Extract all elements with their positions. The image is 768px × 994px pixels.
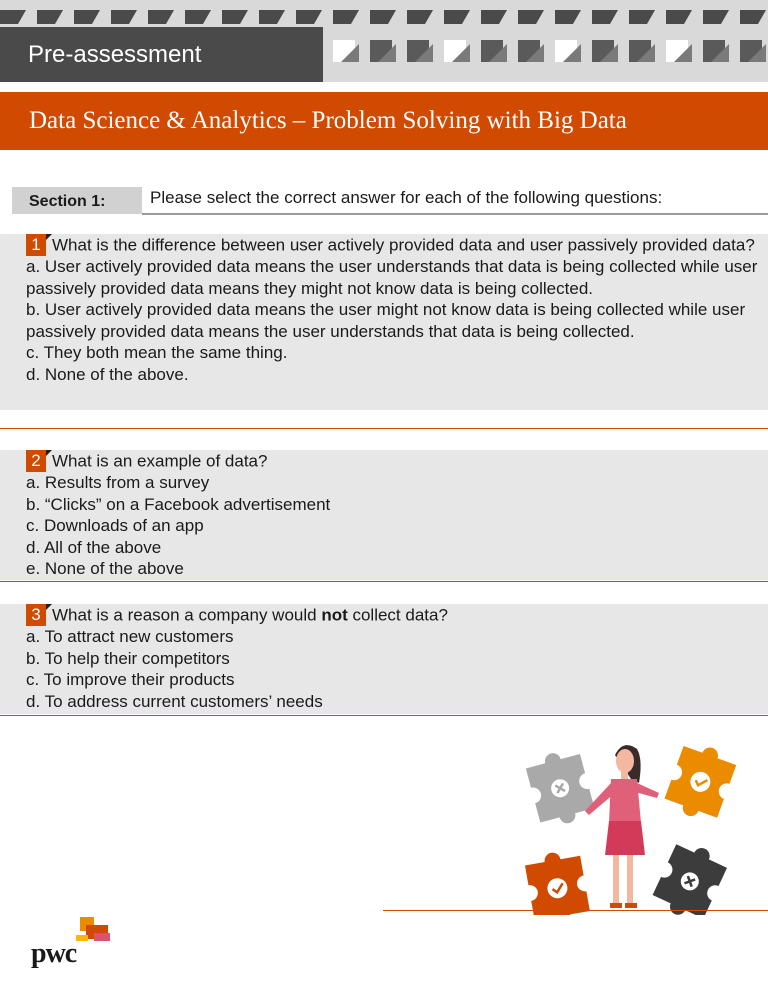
puzzle-piece-check-icon: [662, 738, 739, 825]
question-1: [0, 234, 768, 410]
page-title: Data Science & Analytics – Problem Solving with Big Data: [0, 92, 768, 150]
option-b: b. “Clicks” on a Facebook advertisement: [26, 494, 331, 514]
pre-assessment-label: Pre-assessment: [0, 27, 323, 82]
footer-divider: [383, 910, 768, 911]
question-text: What is the difference between user actively provided data and user passively provided data?: [52, 235, 755, 255]
option-a: a. To attract new customers: [26, 627, 234, 646]
question-divider: [0, 428, 768, 429]
puzzle-piece-check-icon: [524, 848, 592, 915]
pwc-logo-text: pwc: [31, 938, 77, 969]
question-divider: [0, 715, 768, 716]
question-text: What is an example of data?: [52, 451, 268, 471]
question-number: 2: [26, 450, 46, 472]
question-text: What is a reason a company would not collect data?: [52, 605, 448, 625]
option-c: c. Downloads of an app: [26, 516, 204, 535]
option-d: d. All of the above: [26, 537, 162, 557]
option-d: d. None of the above.: [26, 364, 189, 384]
option-a: a. User actively provided data means the user understands that data is being collected while user passively provided data means they might not know data is being collected.: [26, 257, 758, 298]
question-3: [0, 604, 768, 714]
puzzle-piece-x-icon: [524, 746, 597, 830]
question-number: 1: [26, 234, 46, 256]
option-d: d. To address current customers’ needs: [26, 691, 323, 711]
option-a: a. Results from a survey: [26, 473, 210, 492]
question-divider: [0, 581, 768, 582]
section-divider: [142, 213, 768, 215]
question-number: 3: [26, 604, 46, 626]
woman-figure: [585, 745, 659, 908]
puzzle-piece-x-icon: [649, 837, 730, 915]
option-c: c. To improve their products: [26, 670, 235, 689]
question-2: [0, 450, 768, 580]
puzzle-woman-illustration: [515, 735, 745, 915]
option-b: b. To help their competitors: [26, 648, 230, 668]
option-e: e. None of the above: [26, 559, 184, 578]
section-instruction: Please select the correct answer for each of the following questions:: [150, 188, 663, 207]
option-c: c. They both mean the same thing.: [26, 343, 288, 362]
section-label: Section 1:: [12, 187, 142, 214]
option-b: b. User actively provided data means the user might not know data is being collected while user passively provided data means the user understands that data is being collected.: [26, 300, 746, 341]
